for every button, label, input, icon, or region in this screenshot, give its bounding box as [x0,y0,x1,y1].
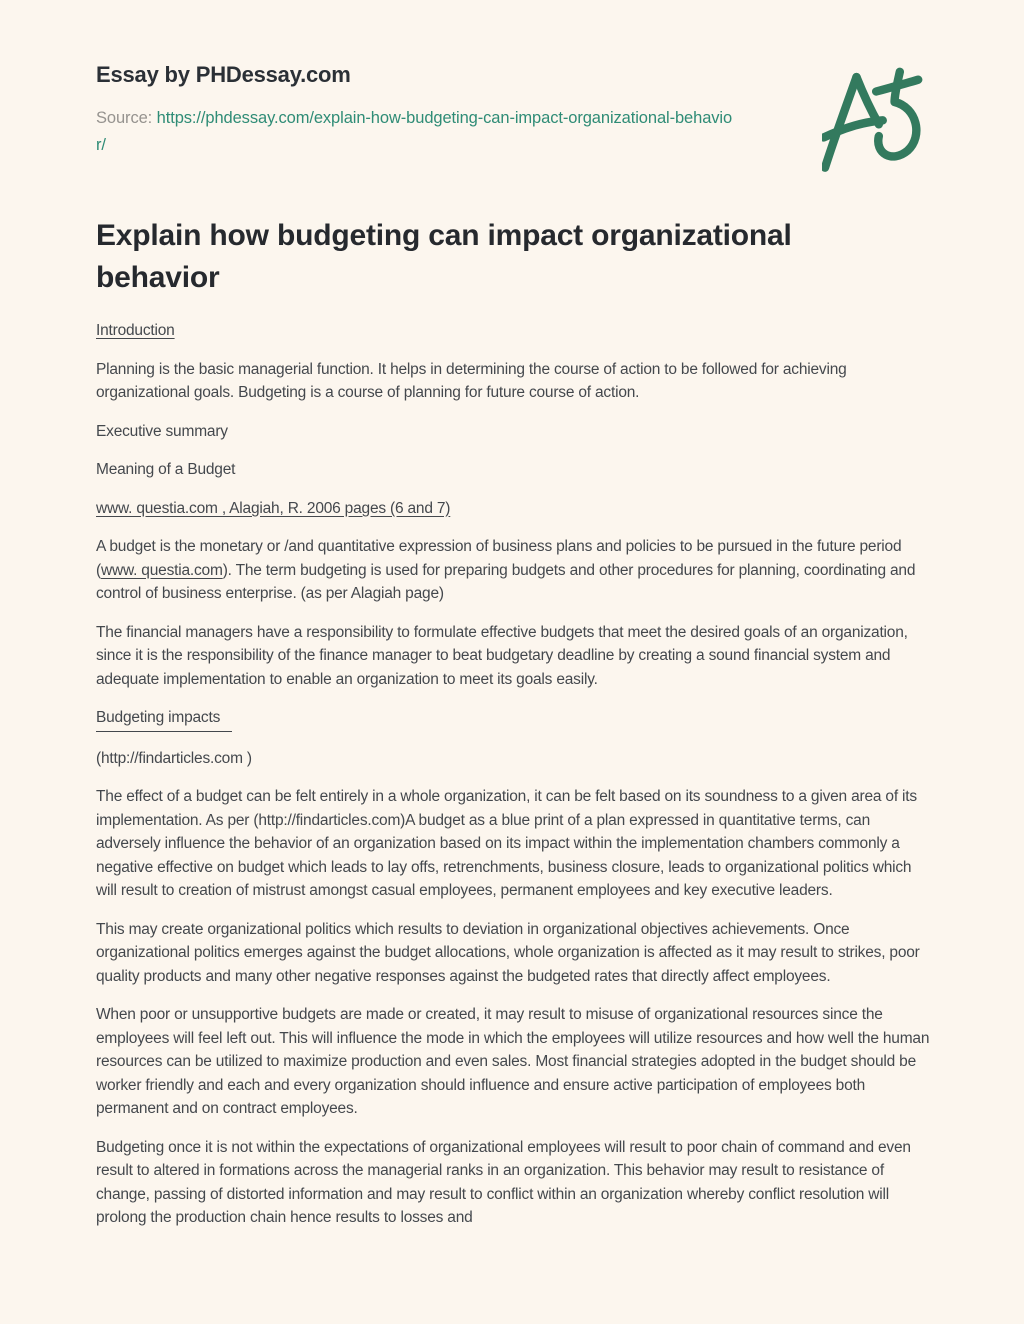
introduction-link[interactable]: Introduction [96,322,175,339]
document-header [96,62,932,159]
budgeting-impacts-line [96,706,932,732]
paragraph-financial-managers: The financial managers have a responsibility to formulate effective budgets that meet the desired goals of an organization, since it is the responsibility of the finance manager to beat budgetary deadline by creating a sound financial system and adequate implementation to enable an organization to meet its goals easily. [96,623,908,688]
paragraph-poor-budgets: When poor or unsupportive budgets are made or created, it may result to misuse of organizational resources since the employees will feel left out. This will influence the mode in which the employees will utilize resources and how well the human resources can be utilized to maximize production and even sales. Most financial strategies adopted in the budget should be worker friendly and each and every organization should influence and ensure active participation of employees both permanent and on contract employees. [96,1006,930,1117]
intro-link-line [96,319,932,343]
paragraph-budget-effect: The effect of a budget can be felt entirely in a whole organization, it can be felt based on its soundness to a given area of its implementation. As per (http://findarticles.com)A budget as a blue print of a plan expressed in quantitative terms, can adversely influence the behavior of an organization based on its impact within the implementation chambers commonly a negative effective on budget which leads to lay offs, retrenchments, business closure, leads to organizational politics which will result to creation of mistrust amongst casual employees, permanent employees and key executive leaders. [96,788,917,899]
a-plus-logo-icon [822,60,954,186]
paragraph-meaning-of-budget: Meaning of a Budget [96,461,236,478]
paragraph-text: ). The term budgeting is used for preparing budgets and other procedures for planning, coordinating and control of business enterprise. (as per Alagiah page) [96,561,916,602]
essay-body [96,319,932,1230]
source-label: Source: [96,109,153,127]
budgeting-impacts-link[interactable]: Budgeting impacts [96,706,232,732]
page-title: Essay by PHDessay.com [96,62,351,87]
paragraph-budget-definition [96,535,932,606]
source-line [96,105,736,159]
questia-inline-link[interactable]: www. questia.com [100,561,223,579]
paragraph-executive-summary: Executive summary [96,422,228,440]
paragraph-organizational-politics: This may create organizational politics which results to deviation in organizational objectives achievements. Once organizational politics emerges against the budget allocations, whole organization is affected as it may result to strikes, poor quality products and many other negative responses against the budgeted rates that directly affect employees. [96,920,920,985]
paragraph-text: A budget is the monetary or /and quantitative expression of business plans and policies to be pursued in the future period ( [96,538,902,579]
source-link[interactable]: https://phdessay.com/explain-how-budgeting-can-impact-organizational-behavior/ [96,109,733,154]
paragraph-planning: Planning is the basic managerial function. It helps in determining the course of action to be followed for achieving organizational goals. Budgeting is a course of planning for future course of action. [96,360,847,401]
citation-line [96,497,932,521]
paragraph-findarticles-ref: (http://findarticles.com ) [96,749,252,767]
essay-title: Explain how budgeting can impact organizational behavior [96,219,792,294]
questia-citation-link[interactable]: www. questia.com , Alagiah, R. 2006 pages (6 and 7) [96,499,451,517]
paragraph-budget-expectations: Budgeting once it is not within the expectations of organizational employees will result to poor chain of command and even result to altered in formations across the managerial ranks in an organization. This behavior may result to resistance of change, passing of distorted information and may result to conflict within an organization whereby conflict resolution will prolong the production chain hence results to losses and [96,1138,911,1226]
